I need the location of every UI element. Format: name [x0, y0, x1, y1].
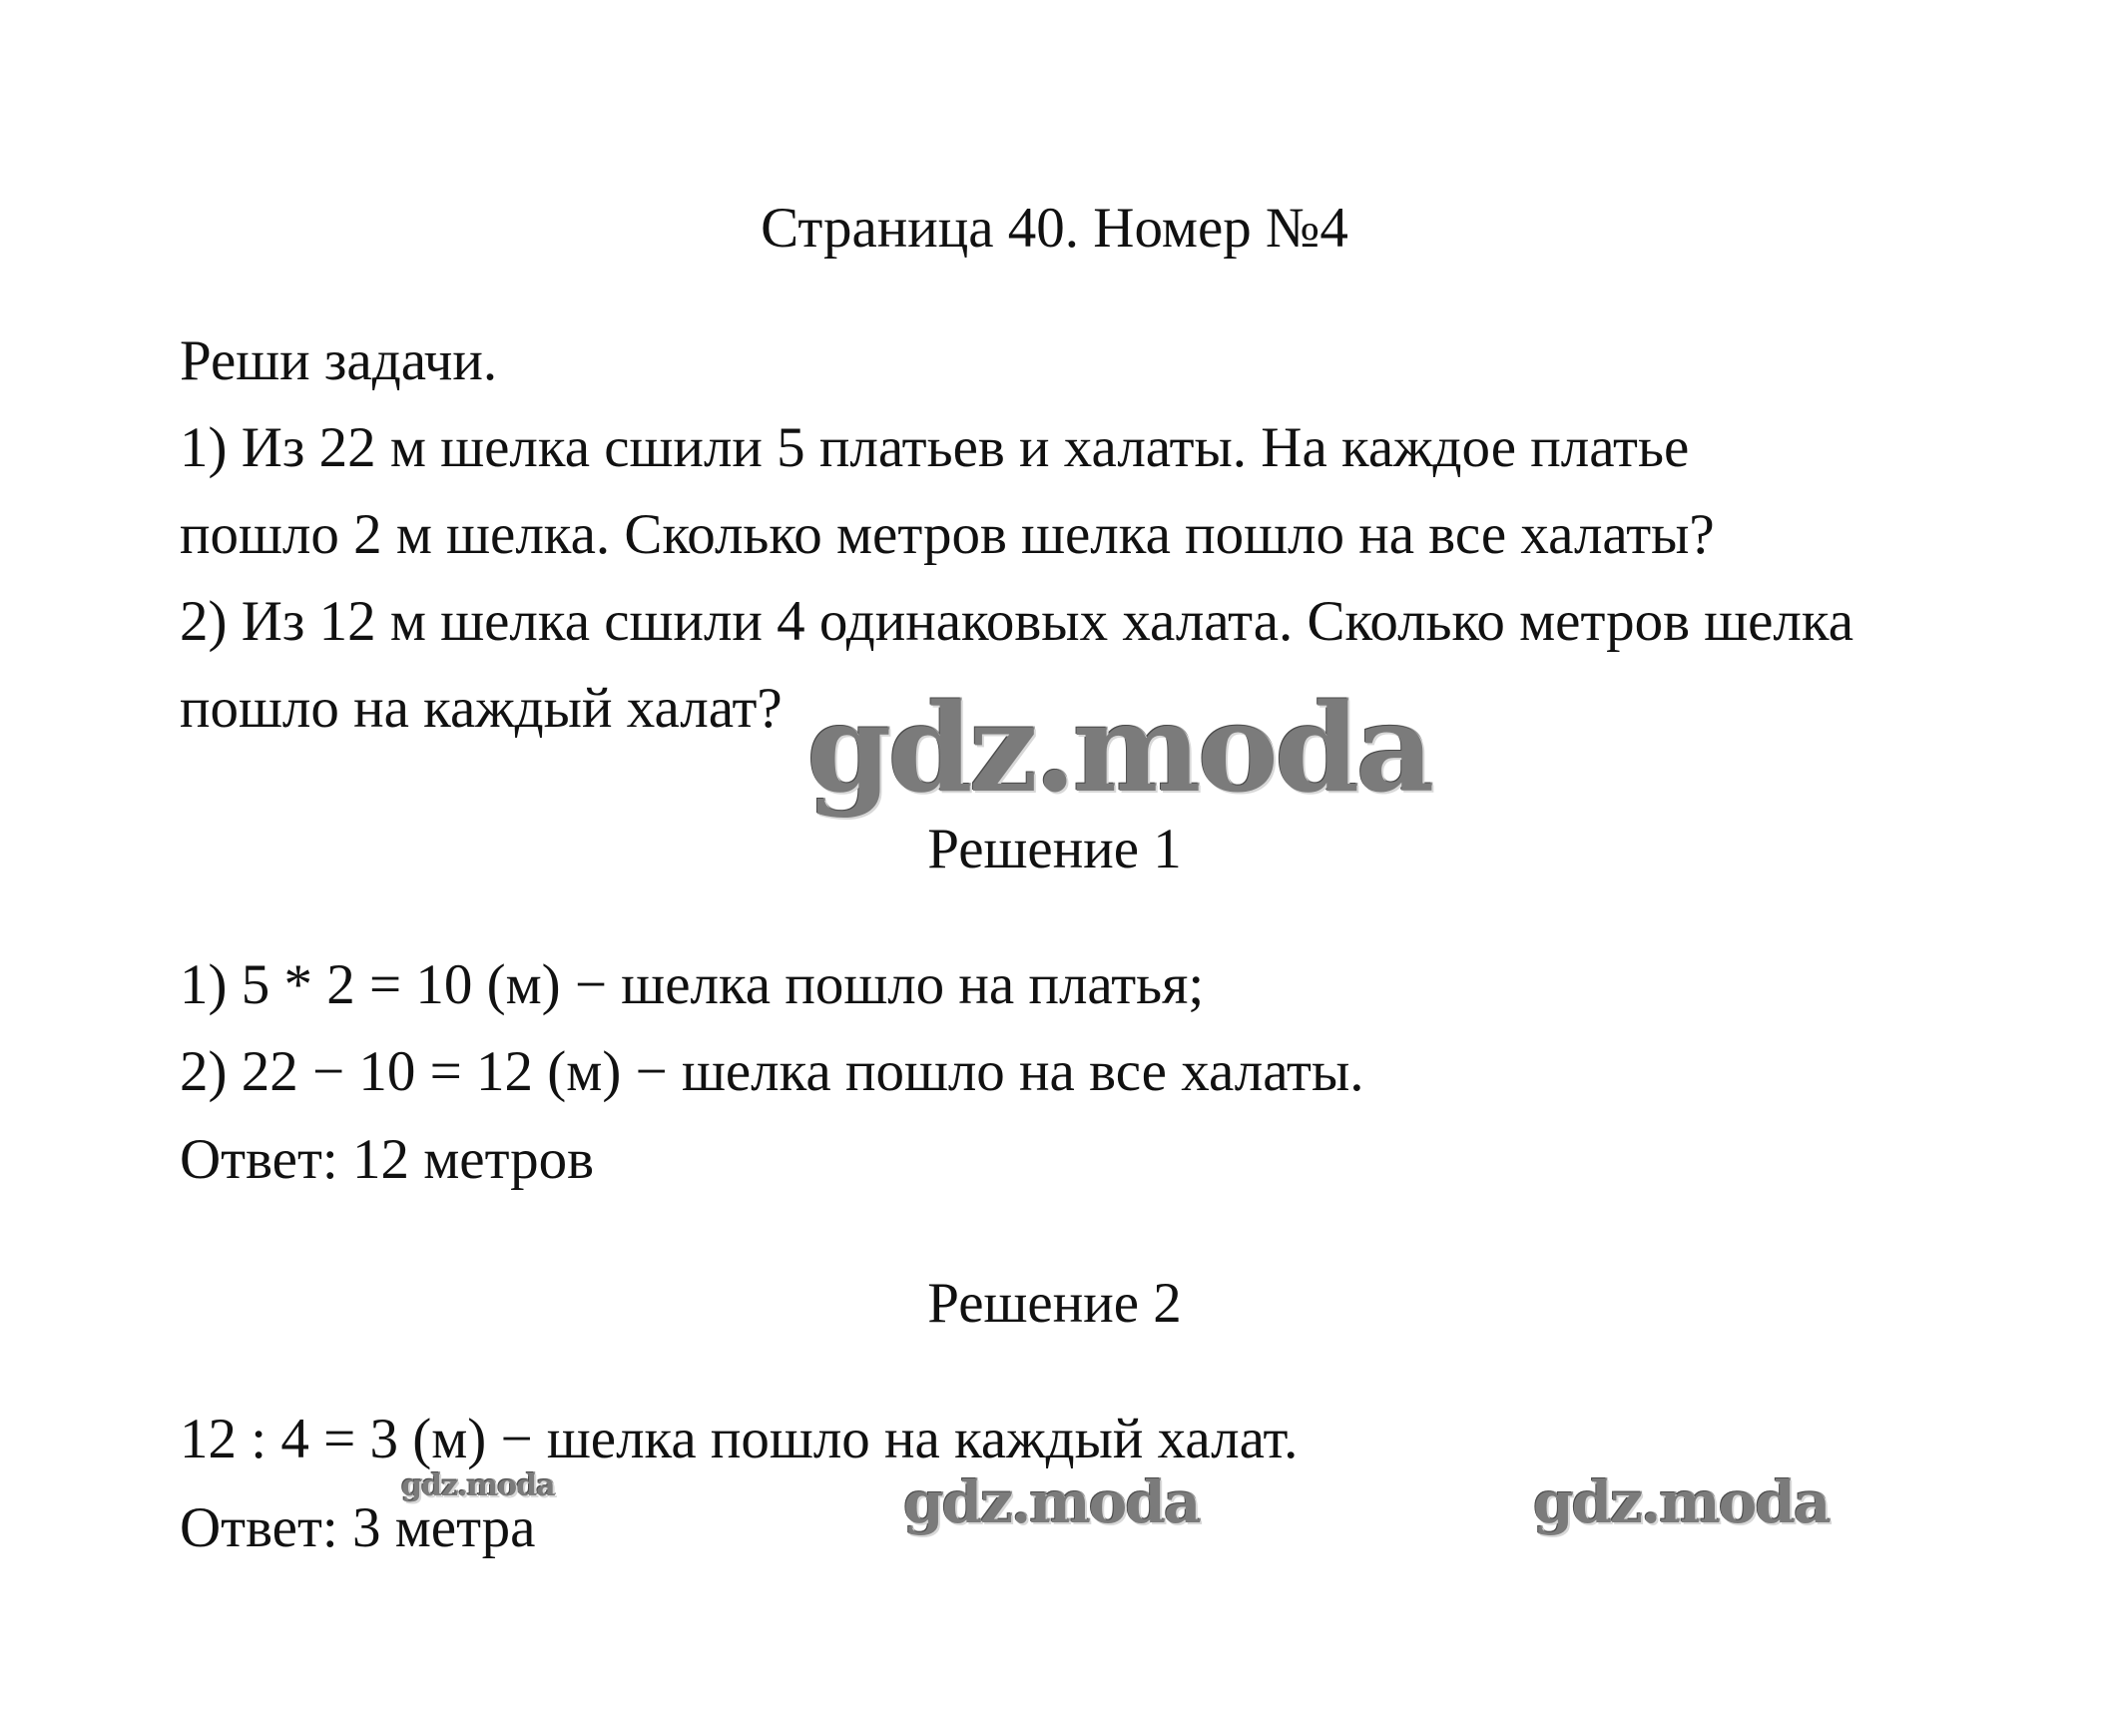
solution-1-step: 2) 22 − 10 = 12 (м) − шелка пошло на все халаты. — [180, 1040, 1364, 1103]
solution-2-answer: Ответ: 3 метра — [180, 1496, 536, 1559]
task-intro: Реши задачи. — [180, 329, 498, 392]
solution-1-heading: Решение 1 — [927, 818, 1182, 880]
solution-2-heading: Решение 2 — [927, 1272, 1182, 1335]
watermark-logo: gdz.moda — [903, 1468, 1200, 1536]
solution-2-step: 12 : 4 = 3 (м) − шелка пошло на каждый халат. — [180, 1408, 1299, 1470]
task-line: пошло на каждый халат? — [180, 677, 783, 740]
task-line: 1) Из 22 м шелка сшили 5 платьев и халаты. На каждое платье — [180, 416, 1690, 479]
task-line: пошло 2 м шелка. Сколько метров шелка пошло на все халаты? — [180, 503, 1715, 566]
watermark-logo: gdz.moda — [401, 1468, 555, 1503]
page-title: Страница 40. Номер №4 — [761, 197, 1348, 260]
task-line: 2) Из 12 м шелка сшили 4 одинаковых халата. Сколько метров шелка — [180, 590, 1853, 653]
watermark-logo: gdz.moda — [806, 676, 1431, 820]
watermark-logo: gdz.moda — [1533, 1468, 1830, 1536]
solution-1-answer: Ответ: 12 метров — [180, 1128, 595, 1191]
solution-1-step: 1) 5 * 2 = 10 (м) − шелка пошло на платья; — [180, 953, 1205, 1016]
